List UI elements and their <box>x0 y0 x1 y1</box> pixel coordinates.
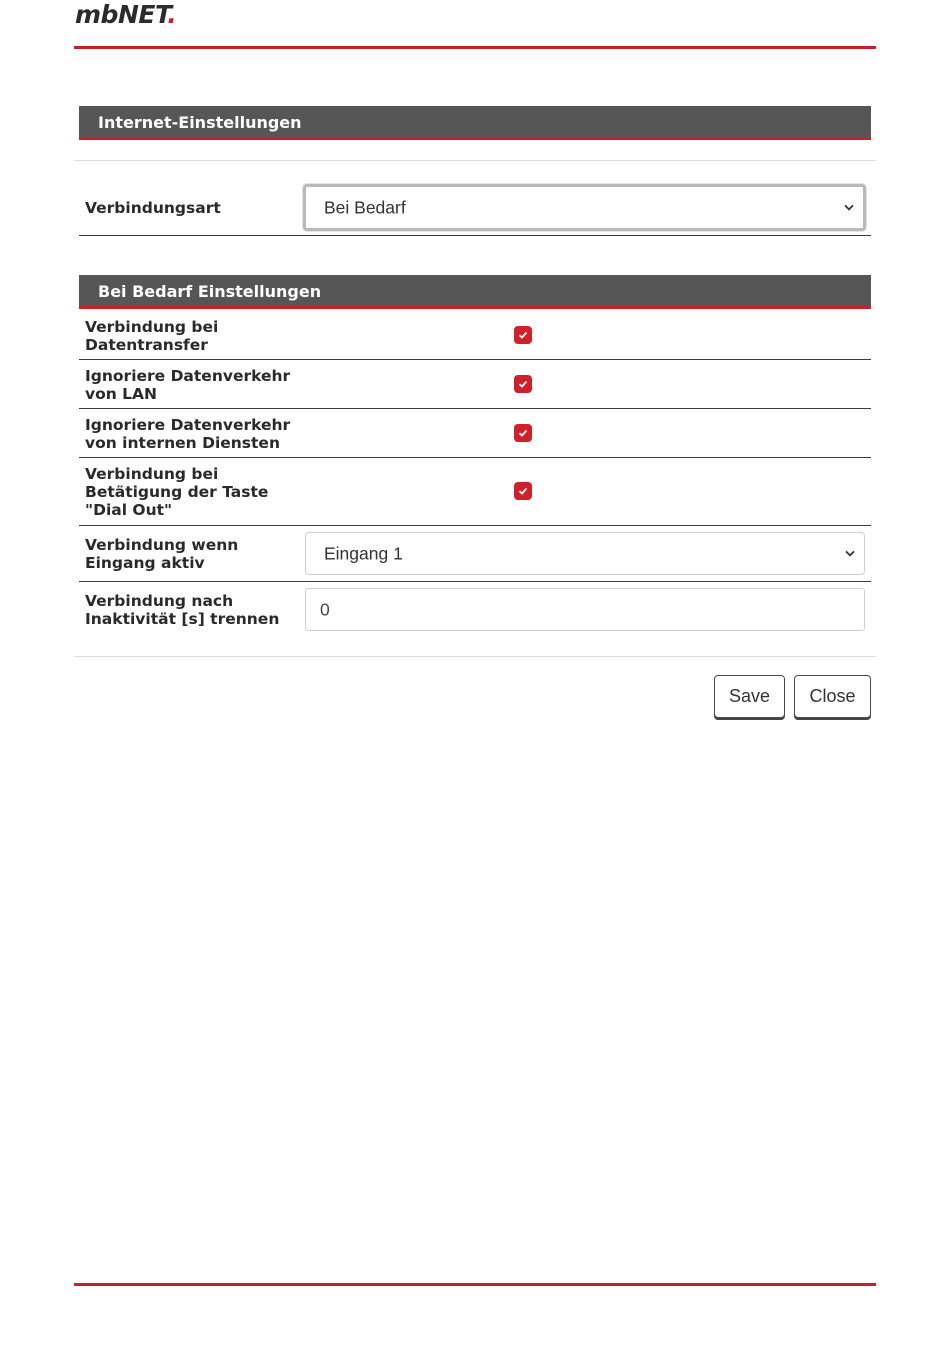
label-line: Ignoriere Datenverkehr <box>85 416 291 434</box>
label-line: Verbindung bei <box>85 318 219 336</box>
option-label-data-transfer <box>85 318 300 354</box>
checkbox-ignore-lan[interactable] <box>514 375 532 393</box>
chevron-down-icon <box>844 547 856 559</box>
input-trigger-label <box>85 536 300 572</box>
label-line: Eingang aktiv <box>85 554 205 572</box>
mbnet-logo <box>75 0 176 29</box>
inactivity-label <box>85 592 300 628</box>
section-title-bedarf: Bei Bedarf Einstellungen <box>98 282 322 301</box>
label-line: Ignoriere Datenverkehr <box>85 367 291 385</box>
input-trigger-value: Eingang 1 <box>324 543 403 563</box>
row-divider <box>79 359 871 360</box>
option-label-ignore-lan <box>85 367 300 403</box>
connection-type-value: Bei Bedarf <box>324 197 406 217</box>
row-divider <box>79 525 871 526</box>
checkbox-data-transfer[interactable] <box>514 326 532 344</box>
row-divider <box>79 581 871 582</box>
inactivity-input[interactable] <box>305 588 865 631</box>
close-button[interactable]: Close <box>794 675 871 718</box>
label-line: "Dial Out" <box>85 501 173 519</box>
input-trigger-select[interactable] <box>305 532 865 575</box>
divider <box>74 656 876 657</box>
checkbox-dial-out[interactable] <box>514 482 532 500</box>
section-title-internet: Internet-Einstellungen <box>98 113 302 132</box>
logo-dot: . <box>167 0 177 29</box>
label-line: Verbindung nach <box>85 592 234 610</box>
divider <box>74 160 876 161</box>
check-icon <box>517 378 529 390</box>
label-line: Datentransfer <box>85 336 208 354</box>
option-label-dial-out <box>85 465 300 519</box>
checkbox-ignore-internal[interactable] <box>514 424 532 442</box>
row-divider <box>79 235 871 236</box>
label-line: Verbindung wenn <box>85 536 239 554</box>
row-divider <box>79 408 871 409</box>
header-divider <box>74 46 876 49</box>
label-line: Inaktivität [s] trennen <box>85 610 280 628</box>
check-icon <box>517 485 529 497</box>
check-icon <box>517 427 529 439</box>
check-icon <box>517 329 529 341</box>
chevron-down-icon <box>843 201 855 213</box>
option-label-ignore-internal <box>85 416 300 452</box>
section-header-internet <box>79 106 871 140</box>
row-divider <box>79 457 871 458</box>
connection-type-select[interactable] <box>303 184 866 231</box>
connection-type-label: Verbindungsart <box>85 199 221 217</box>
inactivity-value: 0 <box>320 599 330 619</box>
section-header-bedarf <box>79 275 871 309</box>
label-line: Verbindung bei <box>85 465 219 483</box>
logo-text: mbNET <box>75 0 168 29</box>
save-button[interactable]: Save <box>714 675 785 718</box>
footer-divider <box>74 1283 876 1286</box>
label-line: Betätigung der Taste <box>85 483 269 501</box>
label-line: von LAN <box>85 385 158 403</box>
label-line: von internen Diensten <box>85 434 280 452</box>
